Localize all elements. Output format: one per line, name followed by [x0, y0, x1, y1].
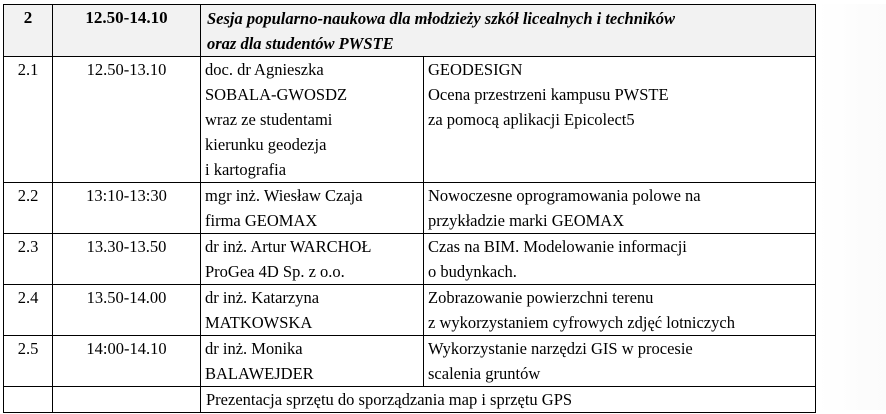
item-topic [424, 57, 816, 183]
item-speaker [201, 336, 424, 387]
topic-line: za pomocą aplikacji Epicolect5 [428, 110, 635, 129]
topic-line: o budynkach. [428, 262, 517, 281]
item-time: 13.30-13.50 [53, 234, 201, 285]
empty-cell [53, 387, 201, 413]
table-row [4, 234, 816, 285]
item-number: 2.1 [4, 57, 53, 183]
speaker-line: MATKOWSKA [205, 313, 313, 332]
footer-row [4, 387, 816, 413]
topic-line: scalenia gruntów [428, 364, 541, 383]
session-time: 12.50-14.10 [53, 5, 201, 57]
footer-note: Prezentacja sprzętu do sporządzania map i sprzętu GPS [201, 387, 816, 413]
speaker-line: firma GEOMAX [205, 211, 318, 230]
speaker-line: mgr inż. Wiesław Czaja [205, 186, 363, 205]
item-time: 12.50-13.10 [53, 57, 201, 183]
session-number: 2 [4, 5, 53, 57]
topic-line: Czas na BIM. Modelowanie informacji [428, 237, 687, 256]
speaker-line: dr inż. Artur WARCHOŁ [205, 237, 372, 256]
item-speaker [201, 183, 424, 234]
speaker-line: dr inż. Monika [205, 339, 303, 358]
speaker-line: i kartografia [205, 160, 287, 179]
item-time: 14:00-14.10 [53, 336, 201, 387]
topic-line: Nowoczesne oprogramowania polowe na [428, 186, 701, 205]
item-speaker [201, 234, 424, 285]
item-time: 13.50-14.00 [53, 285, 201, 336]
item-topic [424, 234, 816, 285]
schedule-table [3, 4, 816, 413]
empty-cell [4, 387, 53, 413]
topic-line: z wykorzystaniem cyfrowych zdjęć lotniczych [428, 313, 735, 332]
item-topic [424, 285, 816, 336]
item-number: 2.3 [4, 234, 53, 285]
topic-line: Ocena przestrzeni kampusu PWSTE [428, 85, 669, 104]
item-topic [424, 336, 816, 387]
speaker-line: dr inż. Katarzyna [205, 288, 320, 307]
topic-line: Wykorzystanie narzędzi GIS w procesie [428, 339, 693, 358]
table-row [4, 336, 816, 387]
item-speaker [201, 285, 424, 336]
item-number: 2.4 [4, 285, 53, 336]
topic-line: GEODESIGN [428, 60, 523, 79]
speaker-line: SOBALA-GWOSDZ [205, 85, 348, 104]
item-topic [424, 183, 816, 234]
topic-line: Zobrazowanie powierzchni terenu [428, 288, 654, 307]
session-title-line: Sesja popularno-naukowa dla młodzieży szkół licealnych i techników [207, 9, 676, 28]
topic-line: przykładzie marki GEOMAX [428, 211, 625, 230]
faded-column-area [816, 4, 886, 410]
speaker-line: doc. dr Agnieszka [205, 60, 324, 79]
table-row [4, 183, 816, 234]
speaker-line: wraz ze studentami [205, 110, 333, 129]
table-row [4, 57, 816, 183]
table-row [4, 285, 816, 336]
session-title [201, 5, 816, 57]
speaker-line: kierunku geodezja [205, 135, 327, 154]
speaker-line: ProGea 4D Sp. z o.o. [205, 262, 345, 281]
item-speaker [201, 57, 424, 183]
item-number: 2.5 [4, 336, 53, 387]
session-title-line: oraz dla studentów PWSTE [207, 34, 394, 53]
item-number: 2.2 [4, 183, 53, 234]
session-header-row [4, 5, 816, 57]
speaker-line: BALAWEJDER [205, 364, 314, 383]
item-time: 13:10-13:30 [53, 183, 201, 234]
